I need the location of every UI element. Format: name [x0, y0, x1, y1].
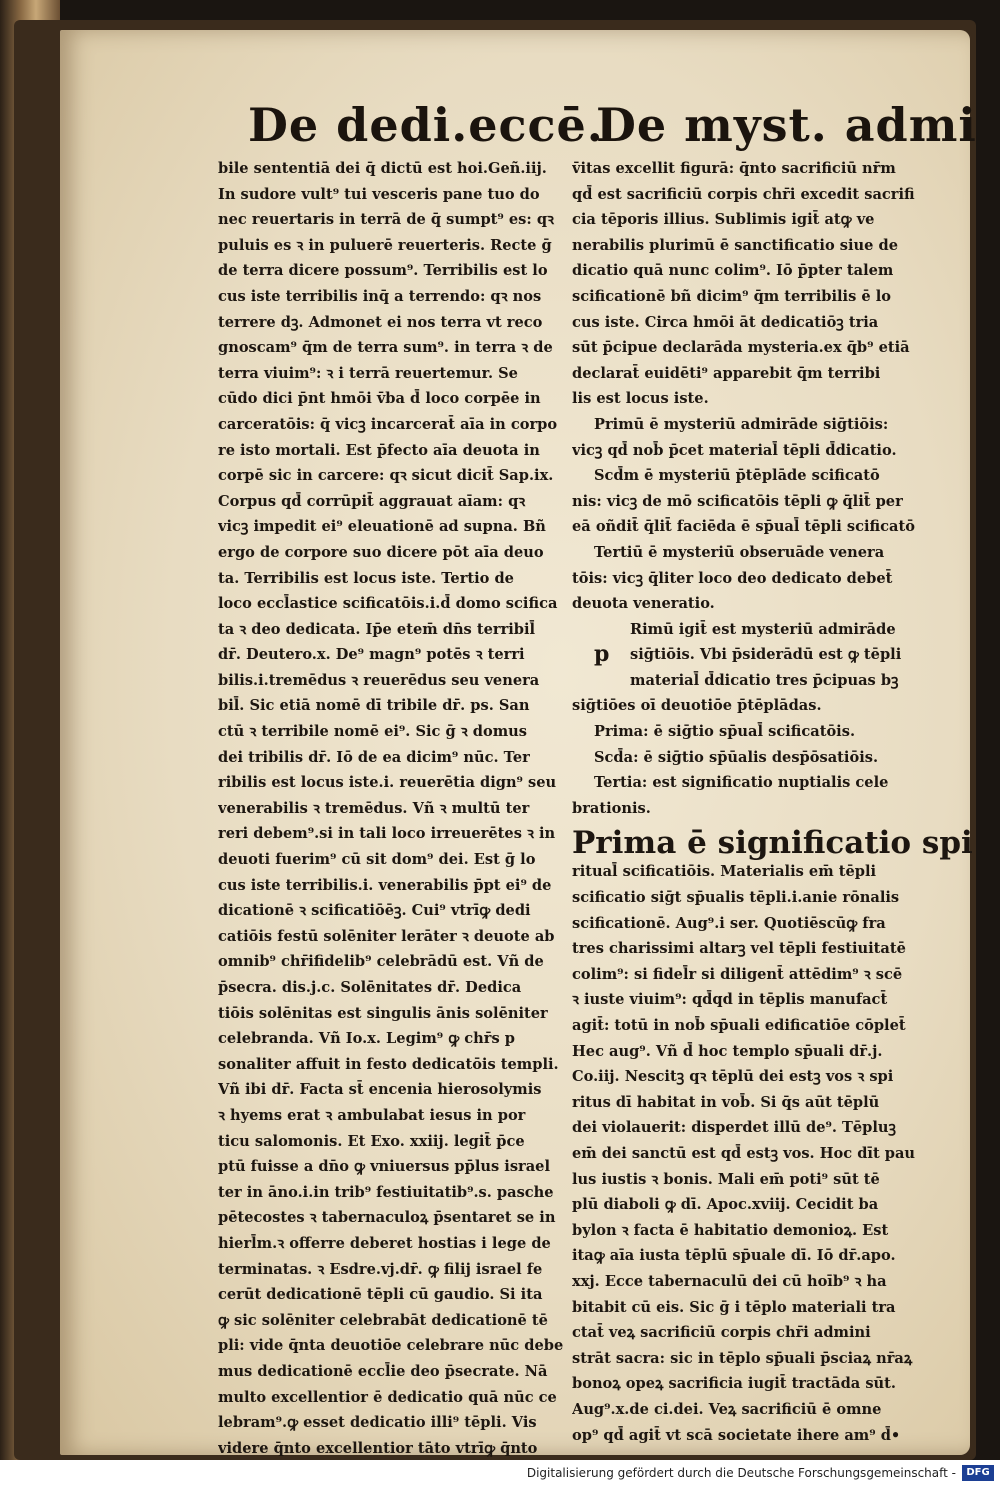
text-line: plū diaboli ꝙ dī. Apoc.xviij. Cecidit ba — [572, 1196, 879, 1214]
text-line: nerabilis plurimū ē sanctificatio siue de — [572, 236, 898, 254]
text-line: Prima: ē siḡtio sp̄ual̄ scificatōis. — [594, 723, 856, 741]
text-line: Corpus qd̄ corrūpit̄ aggrauat aīam: qꝛ — [218, 492, 526, 510]
text-line: cia tēporis illius. Sublimis igit̄ atꝙ ve — [572, 211, 875, 229]
text-line: sonaliter affuit in festo dedicatōis templi. — [218, 1055, 559, 1073]
right-block-5 — [572, 859, 922, 1448]
text-line: ergo de corpore suo dicere pōt aīa deuo — [218, 543, 544, 561]
text-line: mus dedicationē eccl̄ie deo p̄secrate. Nā — [218, 1362, 548, 1380]
running-header-left: De dedi.eccē. — [248, 98, 604, 152]
text-line: pli: vide q̄nta deuotiōe celebrare nūc debe — [218, 1337, 563, 1355]
text-line: hierl̄m.ꝛ offerre deberet hostias i lege de — [218, 1234, 551, 1252]
block3-line: material̄ d̄dicatio tres p̄cipuas bꝫ — [630, 671, 899, 689]
funding-notice: Digitalisierung gefördert durch die Deutsche Forschungsgemeinschaft - — [526, 1466, 956, 1480]
right-text-column — [572, 156, 973, 1448]
text-line: ritual̄ scificatiōis. Materialis em̄ tēpli — [572, 863, 877, 881]
text-line: Tertia: est significatio nuptialis cele — [594, 774, 889, 792]
text-line: dr̄. Deutero.x. De⁹ magn⁹ potēs ꝛ terri — [218, 646, 525, 664]
text-line: re isto mortali. Est p̄fecto aīa deuota in — [218, 441, 540, 459]
right-block-4 — [572, 719, 922, 821]
block3-line: siḡtiōes oī deuotiōe p̄tēplādas. — [572, 697, 822, 715]
text-line: Scd̄m ē mysteriū p̄tēplāde scificatō — [594, 467, 880, 485]
text-line: scificationē. Aug⁹.i ser. Quotiēscūꝙ fra — [572, 914, 886, 932]
text-line: bil̄. Sic etiā nomē dī tribile dr̄. ps. San — [218, 697, 530, 715]
running-header-right: De myst. admi — [596, 98, 977, 152]
text-line: Vñ ibi dr̄. Facta st̄ encenia hierosolymis — [218, 1081, 542, 1099]
text-line: corpē sic in carcere: qꝛ sicut dicit̄ Sap.ix. — [218, 467, 554, 485]
text-line: agit̄: totū in nob̄ sp̄uali edificatiōe cōplet̄ — [572, 1017, 906, 1034]
text-line: cūdo dici p̄nt hmōi v̄ba d̄ loco corpēe in — [218, 390, 541, 408]
text-line: tōis: vicꝫ q̄liter loco deo dedicato debet̄ — [572, 569, 893, 587]
text-line: Co.iij. Nescitꝫ qꝛ tēplū dei estꝫ vos ꝛ spi — [572, 1068, 894, 1086]
text-line: venerabilis ꝛ tremēdus. Vñ ꝛ multū ter — [218, 799, 530, 817]
text-line: bilis.i.tremēdus ꝛ reuerēdus seu venera — [218, 671, 540, 689]
text-line: Primū ē mysteriū admirāde siḡtiōis: — [594, 415, 889, 433]
text-line: dei violauerit: disperdet illū de⁹. Tēpluꝫ — [572, 1119, 896, 1137]
block3-initial-line — [572, 642, 922, 668]
text-line: dicatio quā nunc colim⁹. Iō p̄pter talem — [572, 262, 894, 280]
text-line: ta. Terribilis est locus iste. Tertio de — [218, 569, 514, 587]
text-line: terminatas. ꝛ Esdre.vj.dr̄. ꝙ filij israel fe — [218, 1260, 543, 1278]
text-line: op⁹ qd̄ agit̄ vt scā societate ihere am⁹ d̄• — [572, 1426, 901, 1444]
left-text-column — [218, 156, 563, 1461]
text-line: sūt p̄cipue declarāda mysteria.ex q̄b⁹ etiā — [572, 339, 910, 357]
text-line: multo excellentior ē dedicatio quā nūc ce — [218, 1388, 557, 1406]
text-line: bile sententiā dei q̄ dictū est hoi.Geñ.iij. — [218, 160, 547, 177]
right-block-1 — [572, 156, 922, 412]
text-line: ticu salomonis. Et Exo. xxiij. legit̄ p̄ce — [218, 1132, 525, 1150]
text-line: ctat̄ veꝝ sacrificiū corpis chr̄i admini — [572, 1324, 871, 1342]
text-line: lis est locus iste. — [572, 390, 709, 408]
text-line: scificatio siḡt sp̄ualis tēpli.i.anie rōnalis — [572, 889, 900, 907]
text-line: ctū ꝛ terribile nomē ei⁹. Sic ḡ ꝛ domus — [218, 723, 527, 741]
text-line: cus iste. Circa hmōi āt dedicatiōꝫ tria — [572, 313, 879, 331]
text-line: em̄ dei sanctū est qd̄ estꝫ vos. Hoc dīt pau — [572, 1144, 916, 1162]
text-line: cus iste terribilis inq̄ a terrendo: qꝛ nos — [218, 287, 542, 305]
text-line: deuota veneratio. — [572, 595, 715, 613]
right-block-3 — [572, 617, 922, 719]
text-line: videre q̄nto excellentior tāto vtrīꝙ q̄nto — [218, 1439, 538, 1457]
block3-line: siḡtiōis. Vbi p̄siderādū est ꝙ tēpli — [630, 646, 902, 664]
text-line: cus iste terribilis.i. venerabilis p̄pt ei⁹ de — [218, 876, 552, 894]
text-line: vicꝫ qd̄ nob̄ p̄cet material̄ tēpli d̄dicatio. — [572, 441, 897, 459]
text-line: ta ꝛ deo dedicata. Ip̄e etem̄ dn̄s terribil̄ — [218, 620, 536, 638]
text-line: reri debem⁹.si in tali loco irreuerētes ꝛ in — [218, 825, 556, 843]
right-block-2 — [572, 412, 922, 617]
text-line: ter in āno.i.in trib⁹ festiuitatib⁹.s. pasche — [218, 1183, 554, 1201]
text-line: dicationē ꝛ scificatiōēꝫ. Cui⁹ vtrīꝙ dedi — [218, 902, 531, 920]
text-line: carceratōis: q̄ vicꝫ incarcerat̄ aīa in corpo — [218, 415, 558, 433]
text-line: Hec aug⁹. Vñ d̄ hoc templo sp̄uali dr̄.j. — [572, 1042, 883, 1060]
footer-bar — [0, 1460, 1000, 1487]
text-line: v̄itas excellit figurā: q̄nto sacrificiū nr̄m — [572, 160, 896, 177]
text-line: ꝛ hyems erat ꝛ ambulabat iesus in por — [218, 1106, 526, 1124]
text-line: In sudore vult⁹ tui vesceris pane tuo do — [218, 185, 540, 203]
text-line: bonoꝝ opeꝝ sacrificia iugit̄ tractāda sūt. — [572, 1375, 896, 1393]
text-line: itaꝙ aīa iusta tēplū sp̄uale dī. Iō dr̄.apo. — [572, 1247, 896, 1265]
text-line: Scd̄a: ē siḡtio sp̄ūalis desp̄ōsatiōis. — [594, 748, 879, 766]
text-line: ꝙ sic solēniter celebrabāt dedicationē tē — [218, 1311, 548, 1329]
text-line: nec reuertaris in terrā de q̄ sumpt⁹ es: qꝛ — [218, 211, 554, 229]
text-line: gnoscam⁹ q̄m de terra sum⁹. in terra ꝛ de — [218, 339, 553, 357]
text-line: tiōis solēnitas est singulis ānis solēniter — [218, 1004, 548, 1022]
text-line: scificationē bñ dicim⁹ q̄m terribilis ē lo — [572, 287, 892, 305]
text-line: tres charissimi altarꝫ vel tēpli festiuitatē — [572, 940, 906, 958]
text-line: terrere dꝫ. Admonet ei nos terra vt reco — [218, 313, 543, 331]
text-line: catiōis festū solēniter lerāter ꝛ deuote ab — [218, 927, 555, 945]
text-line: Tertiū ē mysteriū obseruāde venera — [594, 543, 885, 561]
text-line: p̄secra. dis.j.c. Solēnitates dr̄. Dedica — [218, 979, 522, 996]
text-line: dei tribilis dr̄. Iō de ea dicim⁹ nūc. Ter — [218, 748, 530, 766]
text-line: eā oñdit̄ q̄lit̄ faciēda ē sp̄ual̄ tēpli scificatō — [572, 518, 915, 536]
text-line: ꝛ iuste viuim⁹: qd̄qd in tēplis manufact̄ — [572, 991, 888, 1009]
text-line: brationis. — [572, 799, 651, 817]
text-line: celebranda. Vñ Io.x. Legim⁹ ꝙ chr̄s p — [218, 1030, 515, 1048]
text-line: Aug⁹.x.de ci.dei. Veꝝ sacrificiū ē omne — [572, 1400, 882, 1418]
text-line: bylon ꝛ facta ē habitatio demonioꝝ. Est — [572, 1221, 889, 1239]
text-line: declarat̄ euidēti⁹ apparebit q̄m terribi — [572, 364, 881, 382]
text-line: ritus dī habitat in vob̄. Si q̄s aūt tēplū — [572, 1093, 880, 1111]
text-line: colim⁹: si fidel̄r si diligent̄ attēdim⁹ ꝛ scē — [572, 965, 903, 983]
initial-letter: p — [594, 642, 610, 668]
section-heading: Prima ē significatio spi — [572, 825, 973, 862]
text-line: terra viuim⁹: ꝛ i terrā reuertemur. Se — [218, 364, 518, 382]
text-line: ribilis est locus iste.i. reuerētia dign⁹ seu — [218, 774, 557, 792]
text-line: nis: vicꝫ de mō scificatōis tēpli ꝙ q̄lit̄ per — [572, 492, 903, 510]
text-line: strāt sacra: sic in tēplo sp̄uali p̄sciaꝝ nr̄aꝝ — [572, 1349, 913, 1367]
dfg-logo: DFG — [962, 1465, 994, 1481]
block3-first-line: Rimū igit̄ est mysteriū admirāde — [630, 620, 896, 638]
text-line: vicꝫ impedit ei⁹ eleuationē ad supna. Bñ — [218, 518, 546, 536]
text-line: cerūt dedicationē tēpli cū gaudio. Si ita — [218, 1286, 543, 1304]
text-line: xxj. Ecce tabernaculū dei cū hoīb⁹ ꝛ ha — [572, 1272, 887, 1290]
text-line: deuoti fuerim⁹ cū sit dom⁹ dei. Est ḡ lo — [218, 851, 536, 869]
text-line: puluis es ꝛ in puluerē reuerteris. Recte ḡ — [218, 236, 552, 254]
text-line: ptū fuisse a dn̄o ꝙ vniuersus pp̄lus israel — [218, 1158, 551, 1176]
text-line: loco eccl̄astice scificatōis.i.d̄ domo scifica — [218, 595, 558, 613]
text-line: lebram⁹.ꝙ esset dedicatio illi⁹ tēpli. Vis — [218, 1414, 537, 1432]
text-line: pētecostes ꝛ tabernaculoꝝ p̄sentaret se in — [218, 1209, 556, 1227]
text-line: bitabit cū eis. Sic ḡ i tēplo materiali tra — [572, 1298, 896, 1316]
text-line: lus iustis ꝛ bonis. Mali em̄ poti⁹ sūt tē — [572, 1170, 880, 1188]
text-line: omnib⁹ chr̄ifidelib⁹ celebrādū est. Vñ de — [218, 953, 544, 971]
text-line: de terra dicere possum⁹. Terribilis est lo — [218, 262, 548, 280]
text-line: qd̄ est sacrificiū corpis chr̄i excedit sacrifi — [572, 185, 915, 203]
